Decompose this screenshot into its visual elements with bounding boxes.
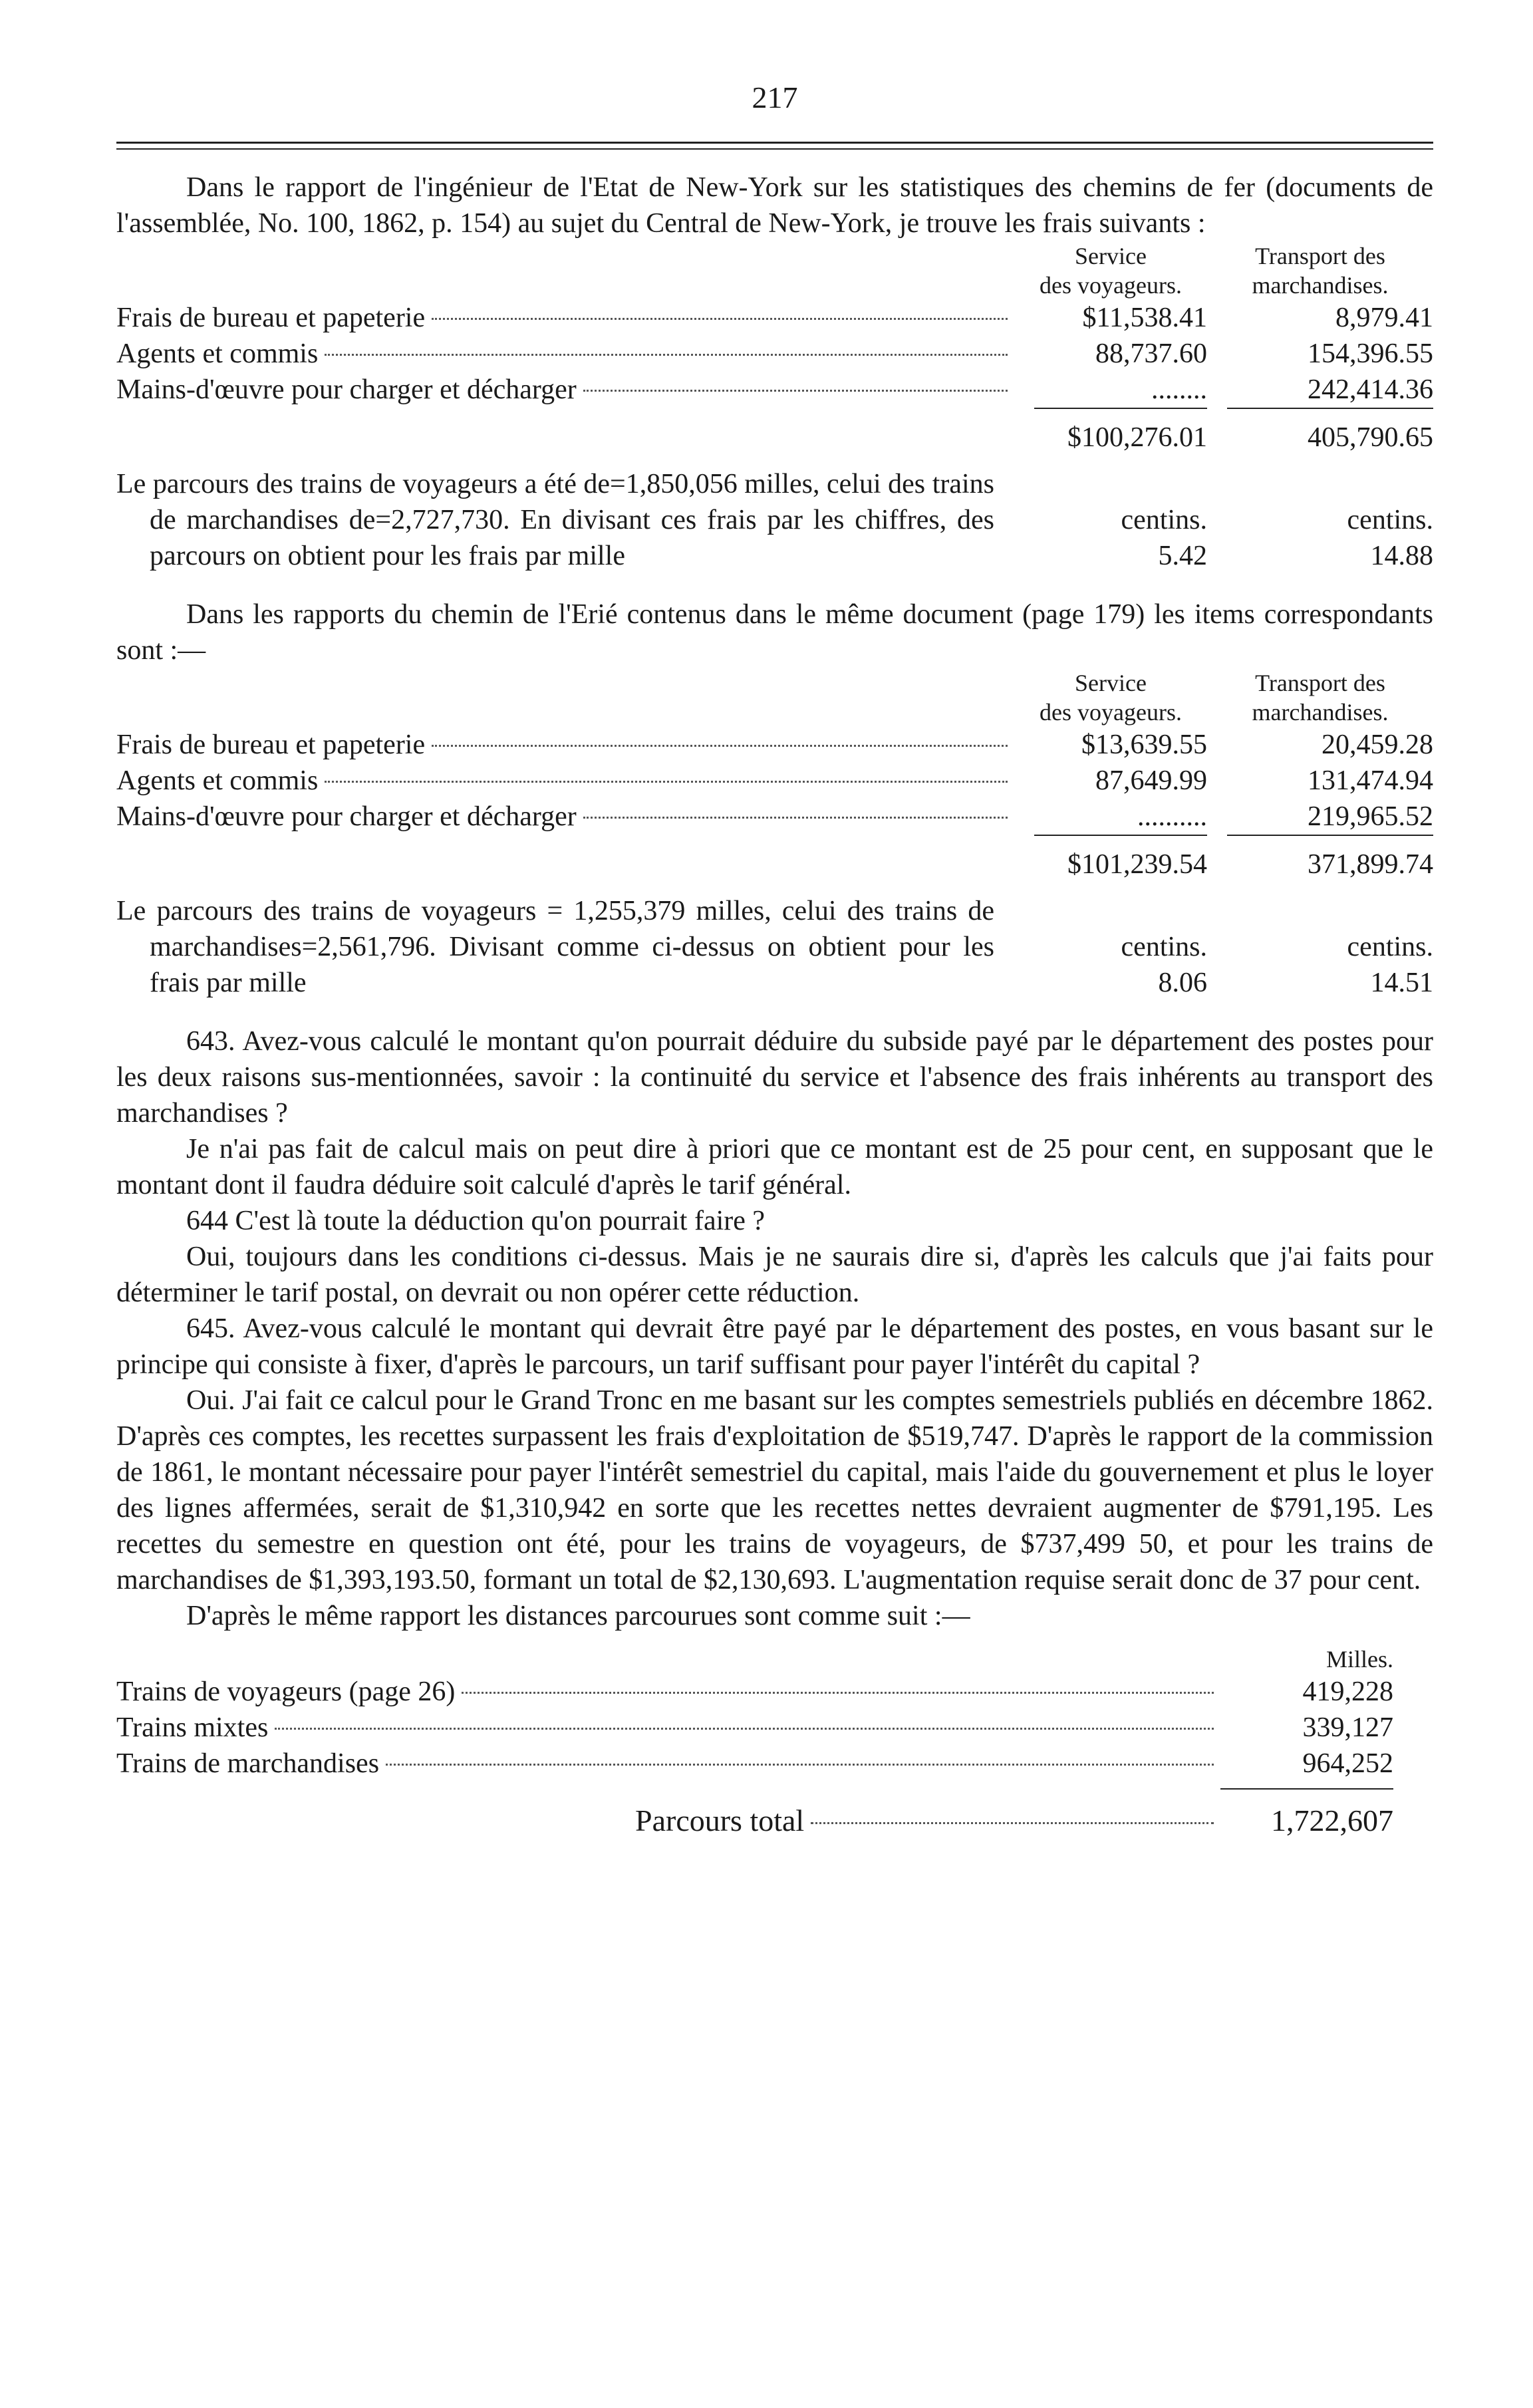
sum-rule [116, 1788, 1393, 1790]
sum-rule [116, 835, 1433, 836]
table-row: Frais de bureau et papeterie $13,639.55 20,459.28 [116, 730, 1433, 760]
table-row: Agents et commis 87,649.99 131,474.94 [116, 765, 1433, 796]
col-header-marchandises: Transport des marchandises. [1252, 670, 1389, 726]
table-total-row: $101,239.54 371,899.74 [1067, 849, 1433, 880]
milles-header: Milles. [1325, 1646, 1393, 1672]
header-rules [116, 142, 1433, 150]
table-central [116, 241, 1433, 456]
question-645: 645. Avez-vous calculé le montant qui devrait être payé par le département des postes, en vous basant sur le principe qui consiste à fixer, d'après le parcours, un tarif suffisant pour payer l'intérêt du capital ? [116, 1313, 1433, 1380]
col-header-voyageurs: Service des voyageurs. [1040, 670, 1182, 726]
answer-643: Je n'ai pas fait de calcul mais on peut dire à priori que ce montant est de 25 pour cent, en supposant que le montant dont il faudra déduire soit calculé d'après le tarif général. [116, 1134, 1433, 1200]
question-643: 643. Avez-vous calculé le montant qu'on pourrait déduire du subside payé par le département des postes pour les deux raisons sus-mentionnées, savoir : la continuité du service et l'absence des frais inhérents au transport des marchandises ? [116, 1026, 1433, 1129]
answer-644: Oui, toujours dans les conditions ci-dessus. Mais je ne saurais dire si, d'après les calculs que j'ai faits pour déterminer le tarif postal, on devrait ou non opérer cette réduction. [116, 1242, 1433, 1308]
col-header-marchandises: Transport des marchandises. [1252, 243, 1389, 299]
col-header-voyageurs: Service des voyageurs. [1040, 243, 1182, 299]
distances-total-row: Parcours total 1,722,607 [635, 1804, 1393, 1837]
table-header [116, 241, 1433, 300]
parcours-central: Le parcours des trains de voyageurs a été de=1,850,056 milles, celui des trains de marchandises de=2,727,730. En divisant ces frais par les chiffres, des parcours on obtient pour les frais par mille centins. 5.42 centins. 14.88 [116, 469, 1433, 571]
table-row: Mains-d'œuvre pour charger et décharger .......... 219,965.52 [116, 801, 1433, 832]
table-row: Frais de bureau et papeterie $11,538.41 8,979.41 [116, 303, 1433, 333]
sum-rule [116, 408, 1433, 409]
intro-paragraph: Dans le rapport de l'ingénieur de l'Etat de New-York sur les statistiques des chemins de fer (documents de l'assemblée, No. 100, 1862, p. 154) au sujet du Central de New-York, je trouve les frais suivants : [116, 172, 1433, 239]
header-rule [116, 148, 1433, 150]
header-rule [116, 142, 1433, 144]
parcours-erie: Le parcours des trains de voyageurs = 1,255,379 milles, celui des trains de marchandises=2,561,796. Divisant comme ci-dessus on obtient pour les frais par mille centins. 8.06 centins. 14.51 [116, 896, 1433, 998]
table-row: Agents et commis 88,737.60 154,396.55 [116, 338, 1433, 369]
answer-645: Oui. J'ai fait ce calcul pour le Grand Tronc en me basant sur les comptes semestriels publiés en décembre 1862. D'après ces comptes, les recettes surpassent les frais d'exploitation de $519,747. D'après le rapport de la commission de 1861, le montant nécessaire pour payer l'intérêt semestriel du capital, mais l'aide du gouvernement et plus le loyer des lignes affermées, serait de $1,310,942 en sorte que les recettes nettes devraient augmenter de $791,195. Les recettes du semestre en question ont été, pour les trains de voyageurs, de $737,499 50, et pour les trains de marchandises de $1,393,193.50, formant un total de $2,130,693. L'augmentation requise serait donc de 37 pour cent. [116, 1385, 1433, 1595]
table-total-row: $100,276.01 405,790.65 [1067, 422, 1433, 453]
table-row: Trains mixtes 339,127 [116, 1712, 1393, 1743]
distances-table [116, 1645, 1393, 1839]
distances-intro: D'après le même rapport les distances parcourues sont comme suit :— [186, 1601, 970, 1631]
document-page [116, 80, 1433, 1839]
table-header [116, 668, 1433, 727]
page-number: 217 [752, 80, 798, 114]
table-erie [116, 668, 1433, 882]
erie-intro-paragraph: Dans les rapports du chemin de l'Erié contenus dans le même document (page 179) les items correspondants sont :— [116, 599, 1433, 666]
table-row: Trains de voyageurs (page 26) 419,228 [116, 1676, 1393, 1707]
table-row: Mains-d'œuvre pour charger et décharger ........ 242,414.36 [116, 374, 1433, 405]
question-644: 644 C'est là toute la déduction qu'on pourrait faire ? [186, 1206, 766, 1236]
table-row: Trains de marchandises 964,252 [116, 1748, 1393, 1779]
